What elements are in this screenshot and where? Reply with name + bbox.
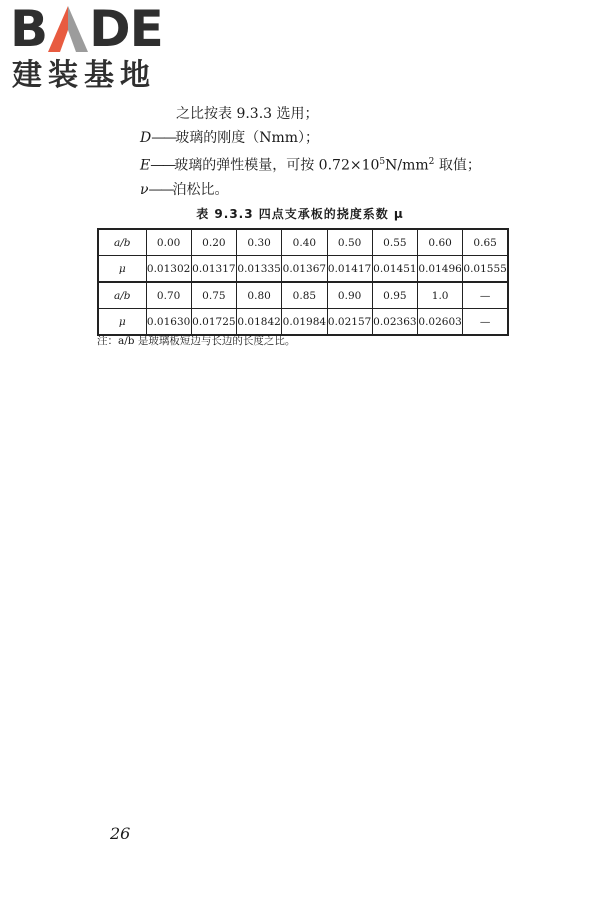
row-header-ab: a/b: [98, 229, 146, 256]
ab-value-cell: —: [463, 282, 508, 309]
dash: ——: [150, 157, 175, 174]
row-header-ab: a/b: [98, 282, 146, 309]
logo-subtitle: 建装基地: [12, 58, 156, 93]
mu-value-cell: 0.01842: [237, 309, 282, 336]
ab-value-cell: 0.90: [327, 282, 372, 309]
ab-value-cell: 0.95: [372, 282, 417, 309]
mu-value-cell: 0.01630: [146, 309, 191, 336]
table-note: 注：a/b 是玻璃板短边与长边的长度之比。: [97, 335, 296, 347]
ab-value-cell: 0.50: [327, 229, 372, 256]
ab-value-cell: 0.85: [282, 282, 327, 309]
ab-value-cell: 0.30: [237, 229, 282, 256]
row-header-mu: μ: [98, 256, 146, 283]
ab-value-cell: 0.80: [237, 282, 282, 309]
mu-value-cell: 0.01496: [418, 256, 463, 283]
page-number: 26: [110, 824, 131, 843]
text-line-1: [140, 102, 481, 126]
dash: ——: [148, 181, 173, 198]
ab-value-cell: 0.60: [418, 229, 463, 256]
mu-value-cell: 0.02157: [327, 309, 372, 336]
logo-letters-de: DE: [89, 0, 163, 58]
mu-value-cell: 0.01451: [372, 256, 417, 283]
mu-value-cell: 0.01984: [282, 309, 327, 336]
row-header-mu: μ: [98, 309, 146, 336]
table-caption: 表 9.3.3 四点支承板的挠度系数 μ: [196, 207, 404, 221]
logo-letter-a-icon: [48, 6, 88, 52]
body-text: [140, 102, 481, 202]
text-line-2-content: 玻璃的刚度（Nmm）；: [175, 130, 320, 146]
ab-value-cell: 0.75: [191, 282, 236, 309]
mu-value-cell: 0.01335: [237, 256, 282, 283]
text-line-3-content-b: 取值；: [434, 157, 481, 174]
mu-value-cell: 0.01417: [327, 256, 372, 283]
text-line-3: [140, 150, 481, 178]
exponent-2: 2: [428, 157, 435, 167]
mu-value-cell: —: [463, 309, 508, 336]
table-row: [98, 256, 508, 283]
logo: [10, 0, 180, 96]
mu-value-cell: 0.02603: [418, 309, 463, 336]
symbol-e: E: [140, 157, 151, 174]
symbol-d: D: [140, 130, 152, 146]
dash: ——: [151, 130, 176, 146]
text-line-2: [140, 126, 481, 150]
exponent-5: 5: [379, 157, 386, 167]
logo-wordmark: [10, 0, 163, 58]
mu-value-cell: 0.01367: [282, 256, 327, 283]
ab-value-cell: 0.55: [372, 229, 417, 256]
text-line-3-unit: N/mm: [385, 157, 429, 174]
mu-value-cell: 0.01302: [146, 256, 191, 283]
mu-value-cell: 0.01555: [463, 256, 508, 283]
mu-value-cell: 0.02363: [372, 309, 417, 336]
ab-value-cell: 0.00: [146, 229, 191, 256]
table-row: [98, 282, 508, 309]
text-line-4: [140, 178, 481, 202]
symbol-nu: ν: [140, 181, 149, 198]
ab-value-cell: 0.65: [463, 229, 508, 256]
text-line-1-content: 之比按表 9.3.3 选用；: [176, 106, 319, 122]
deflection-coefficient-table: [97, 228, 509, 336]
text-line-3-content-a: 玻璃的弹性模量，可按 0.72×10: [174, 157, 380, 174]
logo-letter-b: B: [10, 0, 48, 58]
text-line-4-content: 泊松比。: [172, 181, 229, 198]
mu-value-cell: 0.01725: [191, 309, 236, 336]
mu-value-cell: 0.01317: [191, 256, 236, 283]
ab-value-cell: 0.70: [146, 282, 191, 309]
ab-value-cell: 0.40: [282, 229, 327, 256]
table-row: [98, 229, 508, 256]
ab-value-cell: 0.20: [191, 229, 236, 256]
table-row: [98, 309, 508, 336]
ab-value-cell: 1.0: [418, 282, 463, 309]
